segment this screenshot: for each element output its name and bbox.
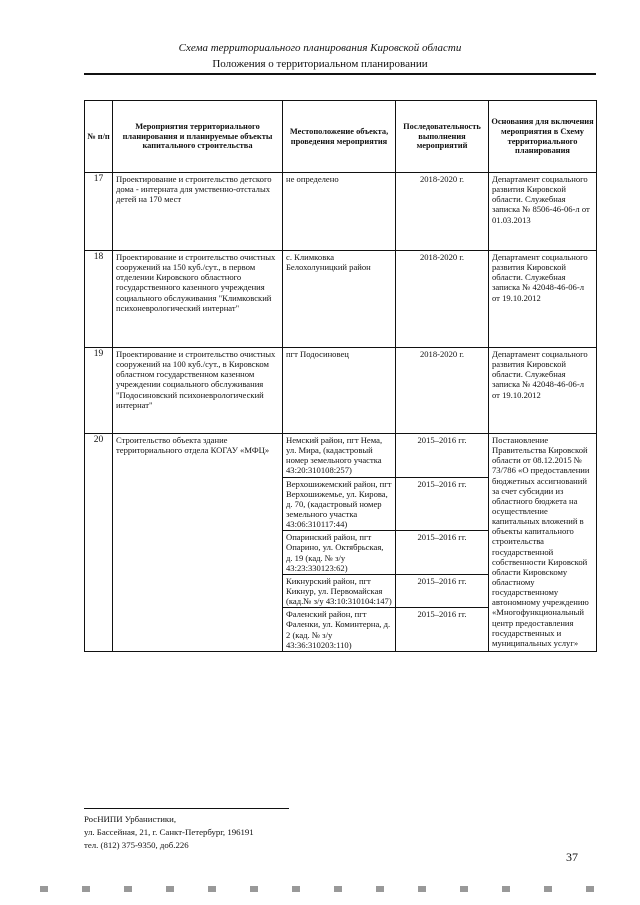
page-number: 37 bbox=[566, 850, 578, 864]
row-period: 2015–2016 гг. bbox=[396, 531, 489, 575]
document-header-title: Схема территориального планирования Кировской области bbox=[178, 42, 462, 54]
footer-phone: тел. (812) 375-9350, доб.226 bbox=[84, 840, 189, 850]
footer-organization: РосНИПИ Урбанистики, bbox=[84, 814, 177, 824]
footer-divider bbox=[84, 808, 289, 809]
document-header-subtitle: Положения о территориальном планировании bbox=[212, 58, 428, 70]
row-period: 2015–2016 гг. bbox=[396, 608, 489, 652]
row-basis: Департамент социального развития Кировской области. Служебная записка № 42048-46-06-л от 19.10.2012 bbox=[489, 251, 597, 348]
table-row bbox=[85, 348, 597, 434]
row-number: 18 bbox=[85, 251, 113, 348]
row-period: 2018-2020 г. bbox=[396, 348, 489, 434]
column-header-location: Местоположение объекта, проведения мероприятия bbox=[283, 101, 396, 173]
table-row bbox=[85, 173, 597, 251]
table-row bbox=[85, 434, 597, 478]
column-header-basis: Основания для включения мероприятия в Схему территориального планирования bbox=[489, 101, 597, 173]
row-activity: Строительство объекта здание территориального отдела КОГАУ «МФЦ» bbox=[113, 434, 283, 652]
row-basis: Департамент социального развития Кировской области. Служебная записка № 42048-46-06-л от 19.10.2012 bbox=[489, 348, 597, 434]
row-period: 2015–2016 гг. bbox=[396, 434, 489, 478]
table-row bbox=[85, 251, 597, 348]
row-location: Фаленский район, пгт Фаленки, ул. Коминтерна, д. 2 (кад. № з/у 43:36:310203:110) bbox=[283, 608, 396, 652]
row-location: Опаринский район, пгт Опарино, ул. Октябрьская, д. 19 (кад. № з/у 43:23:330123:62) bbox=[283, 531, 396, 575]
row-number: 20 bbox=[85, 434, 113, 652]
row-activity: Проектирование и строительство очистных сооружений на 100 куб./сут., в Кировском областном государственном казенном учреждении социального обслуживания "Подосиновский психоневрологический интернат" bbox=[113, 348, 283, 434]
row-location: не определено bbox=[283, 173, 396, 251]
table-header-row bbox=[85, 101, 597, 173]
column-header-number: № п/п bbox=[85, 101, 113, 173]
column-header-period: Последовательность выполнения мероприятий bbox=[396, 101, 489, 173]
row-period: 2015–2016 гг. bbox=[396, 574, 489, 607]
row-location: с. Климковка Белохолуницкий район bbox=[283, 251, 396, 348]
row-period: 2015–2016 гг. bbox=[396, 477, 489, 531]
row-basis: Департамент социального развития Кировской области. Служебная записка № 8506-46-06-л от 01.03.2013 bbox=[489, 173, 597, 251]
header-divider bbox=[84, 73, 596, 75]
column-header-activity: Мероприятия территориального планирования и планируемые объекты капитального строительства bbox=[113, 101, 283, 173]
row-number: 17 bbox=[85, 173, 113, 251]
row-period: 2018-2020 г. bbox=[396, 251, 489, 348]
row-location: пгт Подосиновец bbox=[283, 348, 396, 434]
row-number: 19 bbox=[85, 348, 113, 434]
scan-artifact-line bbox=[40, 886, 600, 892]
row-period: 2018-2020 г. bbox=[396, 173, 489, 251]
row-location: Верхошижемский район, пгт Верхошижемье, ул. Кирова, д. 70, (кадастровый номер земельного участка 43:06:310117:44) bbox=[283, 477, 396, 531]
row-basis: Постановление Правительства Кировской области от 08.12.2015 № 73/786 «О предоставлении бюджетных ассигнований за счет субсидии из областного бюджета на осуществление капитальных вложений в объекты капитального строительства государственной собственности Кировской области Кировскому областному государственному автономному учреждению «Многофункциональный центр предоставления государственных и муниципальных услуг» bbox=[489, 434, 597, 652]
row-activity: Проектирование и строительство детского дома - интерната для умственно-отсталых детей на 170 мест bbox=[113, 173, 283, 251]
row-activity: Проектирование и строительство очистных сооружений на 150 куб./сут., в первом отделении Кировского областного государственного казенного учреждения социального обслуживания "Климковский психоневрологический интернат" bbox=[113, 251, 283, 348]
footer-address: ул. Бассейная, 21, г. Санкт-Петербург, 196191 bbox=[84, 827, 254, 837]
row-location: Немский район, пгт Нема, ул. Мира, (кадастровый номер земельного участка 43:20:310108:257) bbox=[283, 434, 396, 478]
measures-table bbox=[84, 100, 597, 652]
row-location: Кикнурский район, пгт Кикнур, ул. Первомайская (кад.№ з/у 43:10:310104:147) bbox=[283, 574, 396, 607]
